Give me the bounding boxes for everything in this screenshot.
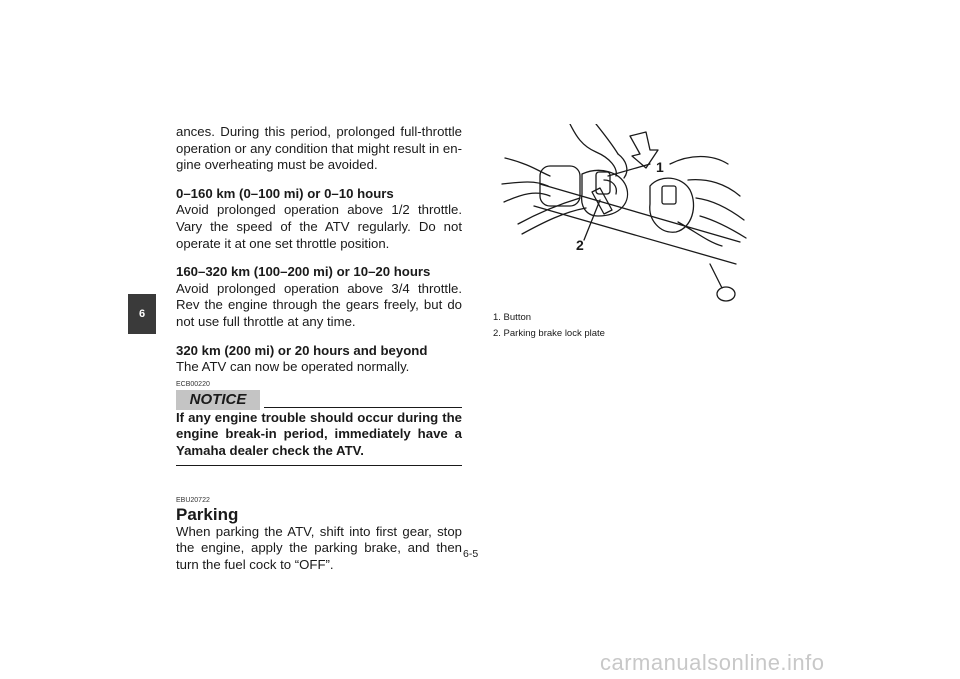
left-column	[176, 124, 462, 573]
notice-badge: NOTICE	[176, 390, 260, 410]
section-title: Parking	[176, 504, 239, 524]
phase3-heading: 320 km (200 mi) or 20 hours and beyond	[176, 342, 428, 358]
caption-item: 1. Button	[493, 312, 532, 323]
watermark-link[interactable]: carmanualsonline.info	[600, 650, 825, 675]
caption-item: 2. Parking brake lock plate	[493, 328, 605, 339]
phase3-text: The ATV can now be operated normally.	[176, 359, 410, 375]
callout-2: 2	[576, 237, 584, 253]
callout-1: 1	[656, 159, 664, 175]
figure-caption	[493, 310, 605, 342]
notice-text: If any engine trouble should occur during the engine break-in period, immediately have a Yamaha dealer check the ATV.	[176, 410, 462, 466]
phase2-heading: 160–320 km (100–200 mi) or 10–20 hours	[176, 264, 431, 280]
illustration-svg	[500, 124, 750, 304]
chapter-tab: 6	[128, 294, 156, 334]
phase2-text: Avoid prolonged operation above 3/4 throttle. Rev the engine through the gears freely, but do not use full throttle at any time.	[176, 280, 462, 329]
section-text: When parking the ATV, shift into first gear, stop the engine, apply the parking brake, and then turn the fuel cock to “OFF”.	[176, 523, 462, 572]
page-number: 6-5	[463, 548, 479, 560]
section-code: EBU20722	[176, 496, 210, 504]
intro-paragraph: ances. During this period, prolonged full-throttle operation or any condition that might result in en-gine overheating must be avoided.	[176, 124, 462, 173]
notice-code: ECB00220	[176, 380, 210, 388]
notice-header	[176, 390, 462, 410]
phase1-heading: 0–160 km (0–100 mi) or 0–10 hours	[176, 185, 394, 201]
notice-rule	[264, 407, 462, 408]
phase1-text: Avoid prolonged operation above 1/2 throttle. Vary the speed of the ATV regularly. Do not operate it at one set throttle position.	[176, 202, 462, 251]
handlebar-illustration	[500, 124, 750, 304]
